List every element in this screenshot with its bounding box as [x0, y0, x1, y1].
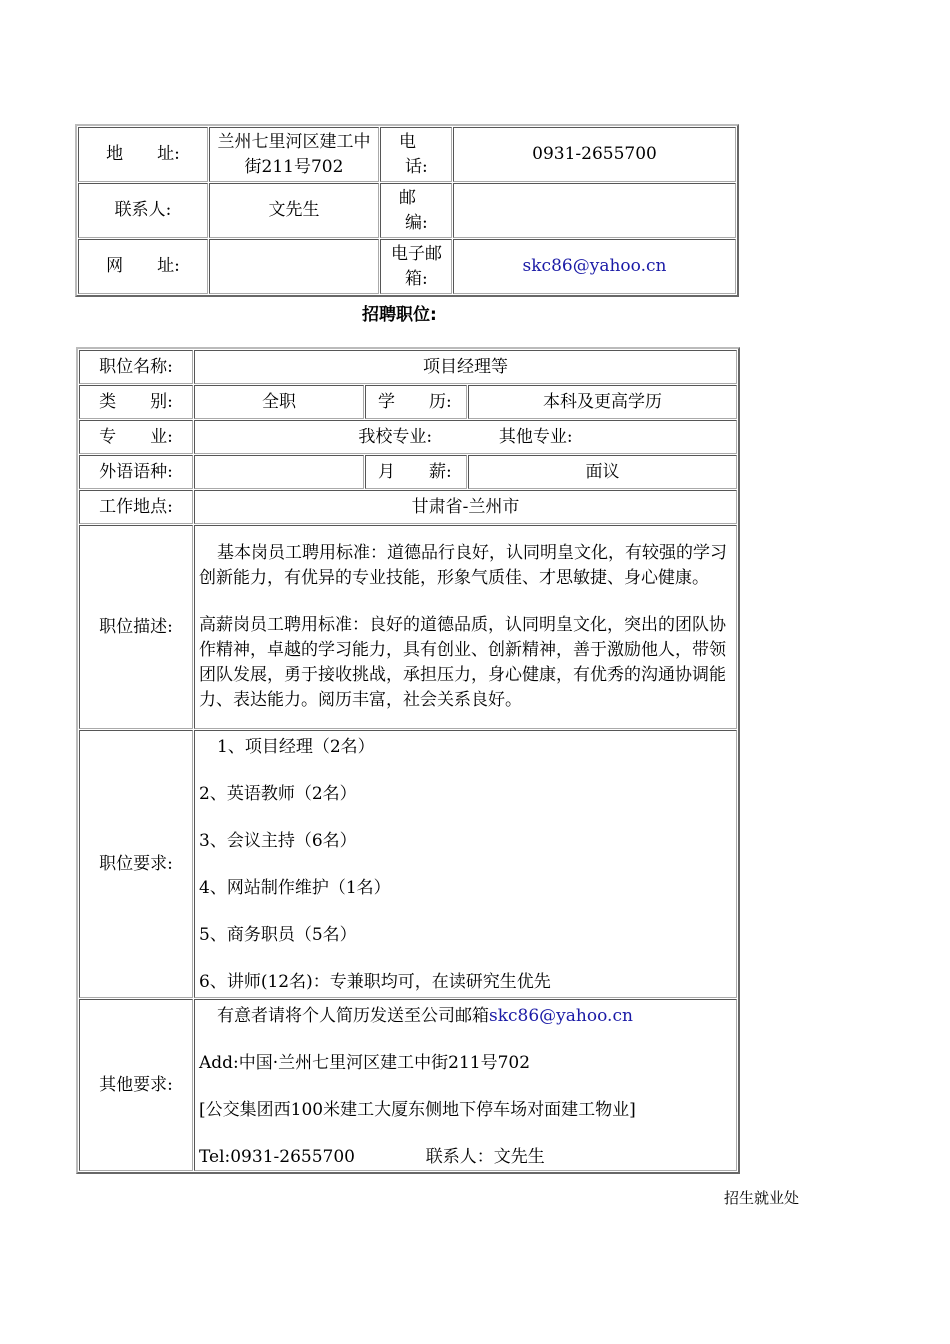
phone-label: 电 话:: [380, 127, 452, 182]
job-table: [76, 347, 740, 1174]
section-heading: 招聘职位:: [362, 305, 437, 325]
postcode-value: [453, 183, 736, 238]
requirements-label: 职位要求:: [79, 730, 193, 998]
language-label: 外语语种:: [79, 455, 193, 489]
major-other: 其他专业:: [498, 426, 573, 447]
requirement-item: 2、英语教师（2名）: [199, 784, 357, 804]
address-label: 地 址:: [78, 127, 208, 182]
contact-person-label: 联系人:: [78, 183, 208, 238]
requirements-value: [194, 730, 737, 998]
contact-person-value: 文先生: [209, 183, 379, 238]
education-label: 学 历:: [365, 385, 467, 419]
salary-value: 面议: [468, 455, 737, 489]
description-value: [194, 525, 737, 729]
other-label: 其他要求:: [79, 999, 193, 1171]
job-title-value: 项目经理等: [194, 350, 737, 384]
description-label: 职位描述:: [79, 525, 193, 729]
requirement-item: 3、会议主持（6名）: [199, 831, 357, 851]
category-value: 全职: [194, 385, 364, 419]
website-label: 网 址:: [78, 239, 208, 294]
other-apply-line: 有意者请将个人简历发送至公司邮箱skc86@yahoo.cn: [217, 1006, 633, 1026]
postcode-label: 邮 编:: [380, 183, 452, 238]
description-senior: 高薪岗员工聘用标准：良好的道德品质，认同明皇文化，突出的团队协作精神，卓越的学习能力，具有创业、创新精神，善于激励他人，带领团队发展，勇于接收挑战，承担压力，身心健康，有优秀的沟通协调能力、表达能力。阅历丰富，社会关系良好。: [199, 615, 726, 710]
major-value: [194, 420, 737, 454]
major-label: 专 业:: [79, 420, 193, 454]
email-link[interactable]: skc86@yahoo.cn: [522, 256, 667, 276]
education-value: 本科及更高学历: [468, 385, 737, 419]
contact-table: [75, 124, 739, 297]
location-label: 工作地点:: [79, 490, 193, 524]
phone-value: 0931-2655700: [453, 127, 736, 182]
website-value[interactable]: [209, 239, 379, 294]
description-basic: 基本岗员工聘用标准：道德品行良好，认同明皇文化，有较强的学习创新能力，有优异的专业技能，形象气质佳、才思敏捷、身心健康。: [199, 543, 727, 588]
other-email-link[interactable]: skc86@yahoo.cn: [489, 1006, 633, 1026]
other-tel-line: [199, 1145, 732, 1170]
other-tel: Tel:0931-2655700: [199, 1147, 355, 1167]
requirement-item: 1、项目经理（2名）: [217, 737, 375, 757]
email-label: 电子邮 箱:: [380, 239, 452, 294]
address-value: 兰州七里河区建工中街211号702: [209, 127, 379, 182]
other-contact: 联系人：文先生: [425, 1147, 545, 1167]
job-title-label: 职位名称:: [79, 350, 193, 384]
requirement-item: 6、讲师(12名)：专兼职均可，在读研究生优先: [199, 972, 551, 992]
other-address: Add:中国·兰州七里河区建工中街211号702: [199, 1053, 531, 1073]
location-value: 甘肃省-兰州市: [194, 490, 737, 524]
other-value: [194, 999, 737, 1171]
requirement-item: 4、网站制作维护（1名）: [199, 878, 391, 898]
other-directions: [公交集团西100米建工大厦东侧地下停车场对面建工物业]: [199, 1100, 636, 1120]
category-label: 类 别:: [79, 385, 193, 419]
major-ours: 我校专业:: [358, 426, 433, 447]
footer-department: 招生就业处: [724, 1189, 800, 1207]
requirement-item: 5、商务职员（5名）: [199, 925, 357, 945]
email-value: [453, 239, 736, 294]
salary-label: 月 薪:: [365, 455, 467, 489]
language-value: [194, 455, 364, 489]
